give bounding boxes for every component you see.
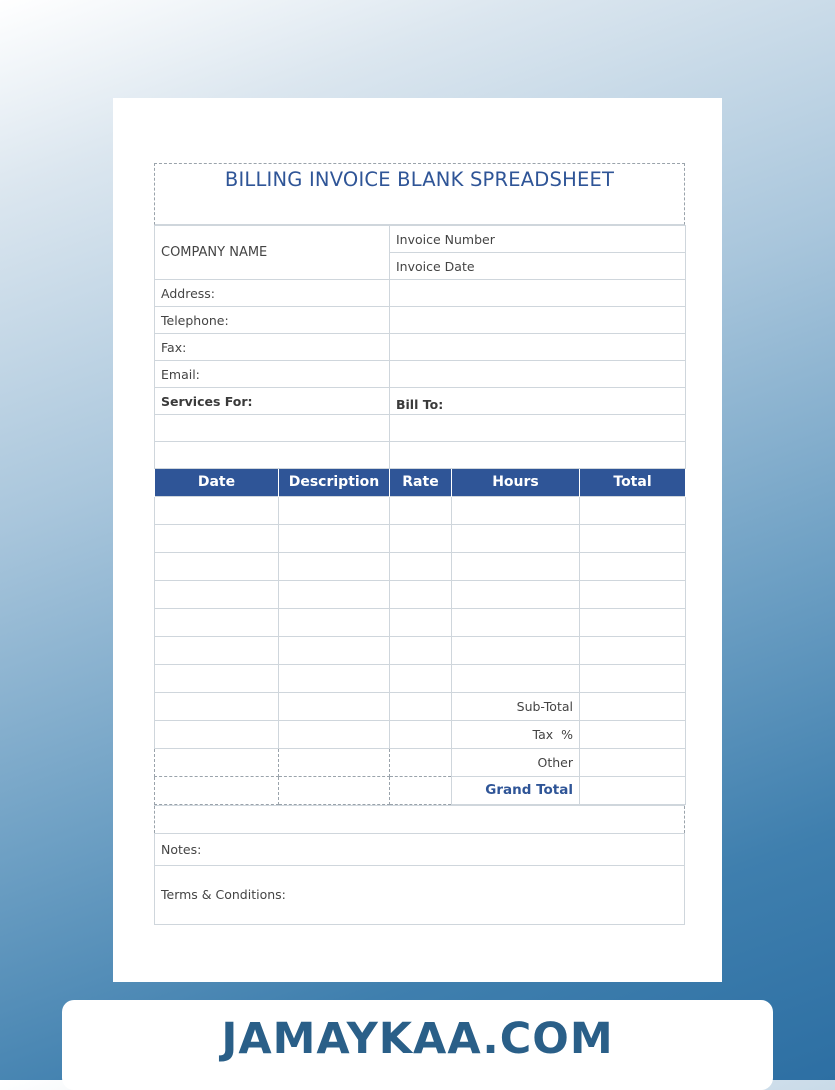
bill-to-label: Bill To: bbox=[390, 388, 686, 415]
hours-cell[interactable] bbox=[452, 552, 580, 580]
rate-cell[interactable] bbox=[390, 524, 452, 552]
column-header-hours: Hours bbox=[452, 469, 580, 496]
total-cell[interactable] bbox=[580, 664, 686, 692]
invoice-date-field[interactable]: Invoice Date bbox=[390, 253, 686, 280]
tax-value[interactable] bbox=[580, 720, 686, 748]
empty-cell bbox=[390, 776, 452, 804]
column-header-description: Description bbox=[279, 469, 390, 496]
empty-cell bbox=[390, 748, 452, 776]
hours-cell[interactable] bbox=[452, 524, 580, 552]
description-cell[interactable] bbox=[279, 524, 390, 552]
total-cell[interactable] bbox=[580, 636, 686, 664]
table-row bbox=[155, 664, 686, 692]
column-header-date: Date bbox=[155, 469, 279, 496]
company-info-table bbox=[154, 225, 686, 469]
tax-label: Tax % bbox=[452, 720, 580, 748]
tax-row bbox=[155, 720, 686, 748]
address-label: Address: bbox=[155, 280, 390, 307]
bill-to-line-2[interactable] bbox=[390, 442, 686, 469]
hours-cell[interactable] bbox=[452, 608, 580, 636]
date-cell[interactable] bbox=[155, 524, 279, 552]
telephone-value[interactable] bbox=[390, 307, 686, 334]
date-cell[interactable] bbox=[155, 580, 279, 608]
line-items-table bbox=[154, 469, 686, 805]
table-row bbox=[155, 580, 686, 608]
title-box bbox=[154, 163, 685, 225]
bill-to-line-1[interactable] bbox=[390, 415, 686, 442]
email-value[interactable] bbox=[390, 361, 686, 388]
terms-field[interactable]: Terms & Conditions: bbox=[155, 865, 685, 924]
description-cell[interactable] bbox=[279, 552, 390, 580]
table-row bbox=[155, 552, 686, 580]
date-cell[interactable] bbox=[155, 608, 279, 636]
date-cell[interactable] bbox=[155, 664, 279, 692]
total-cell[interactable] bbox=[580, 608, 686, 636]
table-header-row bbox=[155, 469, 686, 496]
total-cell[interactable] bbox=[580, 552, 686, 580]
column-header-total: Total bbox=[580, 469, 686, 496]
rate-cell[interactable] bbox=[390, 636, 452, 664]
invoice-number-field[interactable]: Invoice Number bbox=[390, 226, 686, 253]
other-label: Other bbox=[452, 748, 580, 776]
column-header-rate: Rate bbox=[390, 469, 452, 496]
table-row bbox=[155, 524, 686, 552]
empty-cell bbox=[279, 748, 390, 776]
date-cell[interactable] bbox=[155, 496, 279, 524]
services-for-line-1[interactable] bbox=[155, 415, 390, 442]
total-cell[interactable] bbox=[580, 580, 686, 608]
hours-cell[interactable] bbox=[452, 664, 580, 692]
subtotal-value[interactable] bbox=[580, 692, 686, 720]
grand-total-value[interactable] bbox=[580, 776, 686, 804]
telephone-label: Telephone: bbox=[155, 307, 390, 334]
empty-cell bbox=[279, 692, 390, 720]
empty-cell bbox=[390, 692, 452, 720]
empty-cell bbox=[155, 776, 279, 804]
grand-total-label: Grand Total bbox=[452, 776, 580, 804]
empty-cell bbox=[279, 720, 390, 748]
invoice-title: BILLING INVOICE BLANK SPREADSHEET bbox=[224, 168, 615, 191]
subtotal-label: Sub-Total bbox=[452, 692, 580, 720]
table-row bbox=[155, 636, 686, 664]
notes-field[interactable]: Notes: bbox=[155, 833, 685, 865]
total-cell[interactable] bbox=[580, 496, 686, 524]
table-row bbox=[155, 608, 686, 636]
email-label: Email: bbox=[155, 361, 390, 388]
description-cell[interactable] bbox=[279, 608, 390, 636]
company-name-cell[interactable]: COMPANY NAME bbox=[155, 226, 390, 280]
hours-cell[interactable] bbox=[452, 580, 580, 608]
other-value[interactable] bbox=[580, 748, 686, 776]
grand-total-row bbox=[155, 776, 686, 804]
empty-cell bbox=[390, 720, 452, 748]
date-cell[interactable] bbox=[155, 636, 279, 664]
services-for-label: Services For: bbox=[155, 388, 390, 415]
fax-label: Fax: bbox=[155, 334, 390, 361]
other-row bbox=[155, 748, 686, 776]
spacer-row bbox=[155, 805, 685, 833]
rate-cell[interactable] bbox=[390, 664, 452, 692]
rate-cell[interactable] bbox=[390, 608, 452, 636]
rate-cell[interactable] bbox=[390, 552, 452, 580]
invoice-sheet bbox=[154, 163, 685, 925]
brand-banner bbox=[62, 1000, 773, 1090]
rate-cell[interactable] bbox=[390, 580, 452, 608]
address-value[interactable] bbox=[390, 280, 686, 307]
subtotal-row bbox=[155, 692, 686, 720]
notes-table bbox=[154, 805, 685, 925]
rate-cell[interactable] bbox=[390, 496, 452, 524]
description-cell[interactable] bbox=[279, 636, 390, 664]
empty-cell bbox=[155, 748, 279, 776]
date-cell[interactable] bbox=[155, 552, 279, 580]
hours-cell[interactable] bbox=[452, 496, 580, 524]
brand-logo-text: JAMAYKAA.COM bbox=[221, 1014, 614, 1064]
table-row bbox=[155, 496, 686, 524]
fax-value[interactable] bbox=[390, 334, 686, 361]
services-for-line-2[interactable] bbox=[155, 442, 390, 469]
description-cell[interactable] bbox=[279, 496, 390, 524]
description-cell[interactable] bbox=[279, 664, 390, 692]
total-cell[interactable] bbox=[580, 524, 686, 552]
empty-cell bbox=[155, 720, 279, 748]
invoice-page bbox=[113, 98, 722, 982]
description-cell[interactable] bbox=[279, 580, 390, 608]
empty-cell bbox=[279, 776, 390, 804]
hours-cell[interactable] bbox=[452, 636, 580, 664]
empty-cell bbox=[155, 692, 279, 720]
